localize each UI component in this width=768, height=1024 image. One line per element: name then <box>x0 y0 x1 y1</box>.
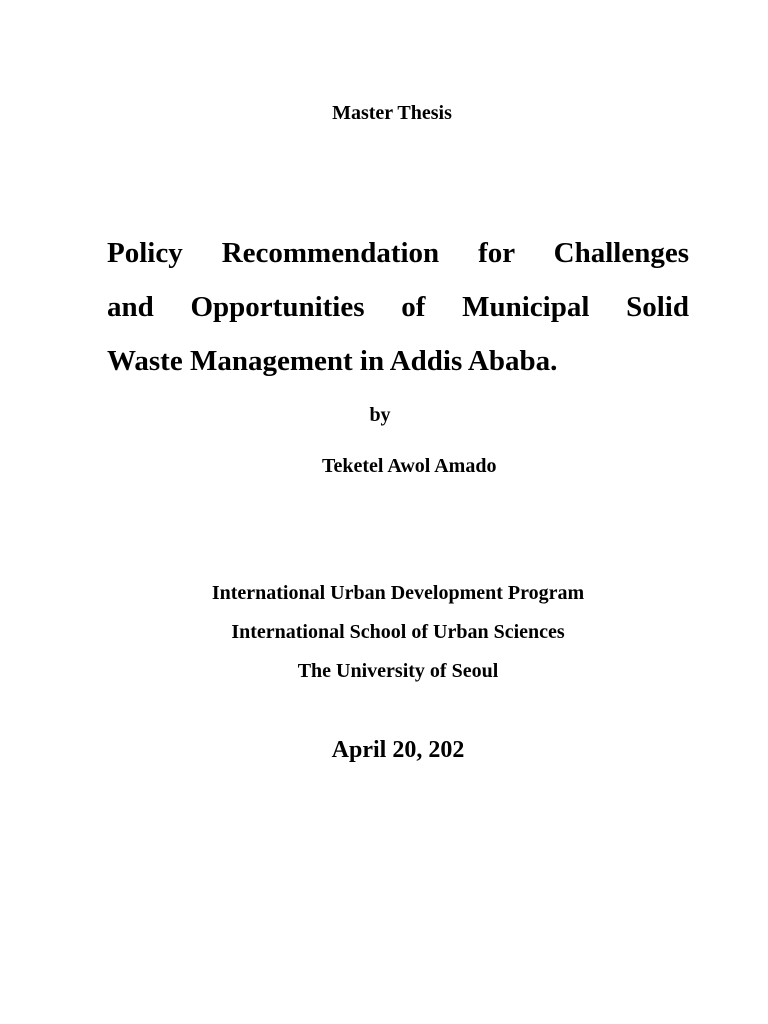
school-name: International School of Urban Sciences <box>231 621 565 643</box>
thesis-title-line-1: Policy Recommendation for Challenges <box>107 237 689 269</box>
author-name: Teketel Awol Amado <box>322 455 497 477</box>
submission-date: April 20, 202 <box>331 737 465 763</box>
thesis-title <box>107 226 689 388</box>
thesis-title-line-2: and Opportunities of Municipal Solid <box>107 291 689 323</box>
document-type-label: Master Thesis <box>332 102 452 124</box>
university-name: The University of Seoul <box>297 660 499 682</box>
by-label: by <box>369 404 391 426</box>
program-name: International Urban Development Program <box>211 582 585 604</box>
thesis-title-line-3: Waste Management in Addis Ababa. <box>107 345 558 377</box>
